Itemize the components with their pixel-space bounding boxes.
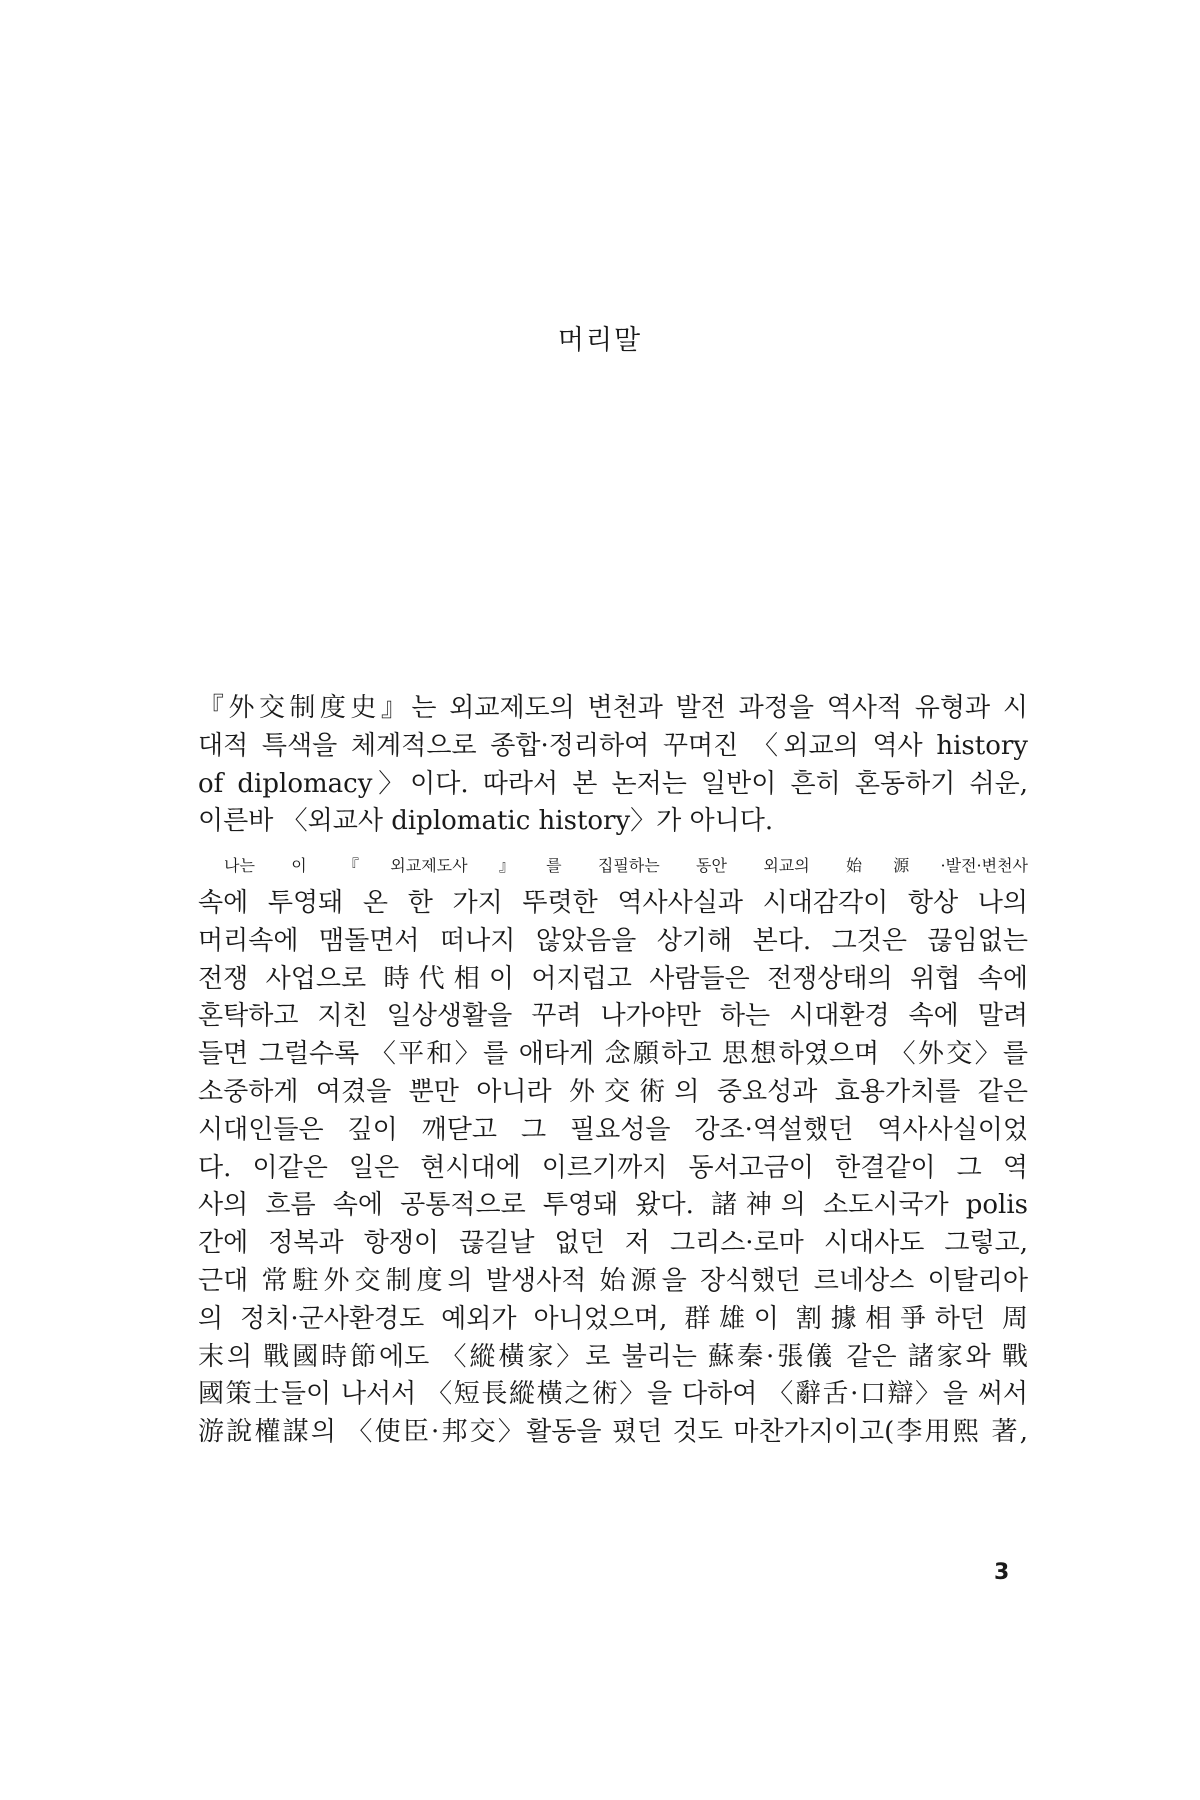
page-number: 3 bbox=[994, 1560, 1010, 1585]
text-line: 다. 이같은 일은 현시대에 이르기까지 동서고금이 한결같이 그 역 bbox=[198, 1152, 1028, 1183]
paragraph-2 bbox=[198, 847, 1028, 1452]
text-line: 대적 특색을 체계적으로 종합·정리하여 꾸며진 〈외교의 역사 history bbox=[198, 730, 1028, 761]
paragraph-1 bbox=[198, 690, 1028, 841]
text-line: 시대인들은 깊이 깨닫고 그 필요성을 강조·역설했던 역사사실이었 bbox=[198, 1114, 1028, 1145]
text-line: 들면 그럴수록 〈平和〉를 애타게 念願하고 思想하였으며 〈外交〉를 bbox=[198, 1039, 1028, 1070]
text-line: 國策士들이 나서서 〈短長縱橫之術〉을 다하여 〈辭舌·口辯〉을 써서 bbox=[198, 1379, 1028, 1410]
text-line: 머리속에 맴돌면서 떠나지 않았음을 상기해 본다. 그것은 끊임없는 bbox=[198, 925, 1028, 956]
text-line: 혼탁하고 지친 일상생활을 꾸려 나가야만 하는 시대환경 속에 말려 bbox=[198, 1001, 1028, 1032]
text-line: 사의 흐름 속에 공통적으로 투영돼 왔다. 諸神의 소도시국가 polis bbox=[198, 1190, 1028, 1221]
body-text bbox=[198, 690, 1028, 1452]
page-title: 머리말 bbox=[557, 325, 643, 356]
text-line: 末의 戰國時節에도 〈縱橫家〉로 불리는 蘇秦·張儀 같은 諸家와 戰 bbox=[198, 1341, 1028, 1372]
text-line: 『外交制度史』는 외교제도의 변천과 발전 과정을 역사적 유형과 시 bbox=[198, 693, 1028, 723]
text-line: 전쟁 사업으로 時代相이 어지럽고 사람들은 전쟁상태의 위협 속에 bbox=[198, 963, 1028, 994]
text-line: 속에 투영돼 온 한 가지 뚜렷한 역사사실과 시대감각이 항상 나의 bbox=[198, 887, 1028, 918]
text-line: 의 정치·군사환경도 예외가 아니었으며, 群雄이 割據相爭하던 周 bbox=[198, 1303, 1028, 1334]
text-line: 이른바 〈외교사 diplomatic history〉가 아니다. bbox=[198, 806, 774, 837]
text-line: 간에 정복과 항쟁이 끊길날 없던 저 그리스·로마 시대사도 그렇고, bbox=[198, 1228, 1028, 1259]
text-line: 나는 이 『외교제도사』를 집필하는 동안 외교의 始源·발전·변천사 bbox=[224, 856, 1028, 876]
text-line: 游說權謀의 〈使臣·邦交〉활동을 폈던 것도 마찬가지이고(李用熙 著, bbox=[198, 1417, 1028, 1448]
text-line: 근대 常駐外交制度의 발생사적 始源을 장식했던 르네상스 이탈리아 bbox=[198, 1265, 1028, 1296]
text-line: 소중하게 여겼을 뿐만 아니라 外交術의 중요성과 효용가치를 같은 bbox=[198, 1076, 1028, 1107]
text-line: of diplomacy〉이다. 따라서 본 논저는 일반이 흔히 혼동하기 쉬운, bbox=[198, 768, 1028, 799]
